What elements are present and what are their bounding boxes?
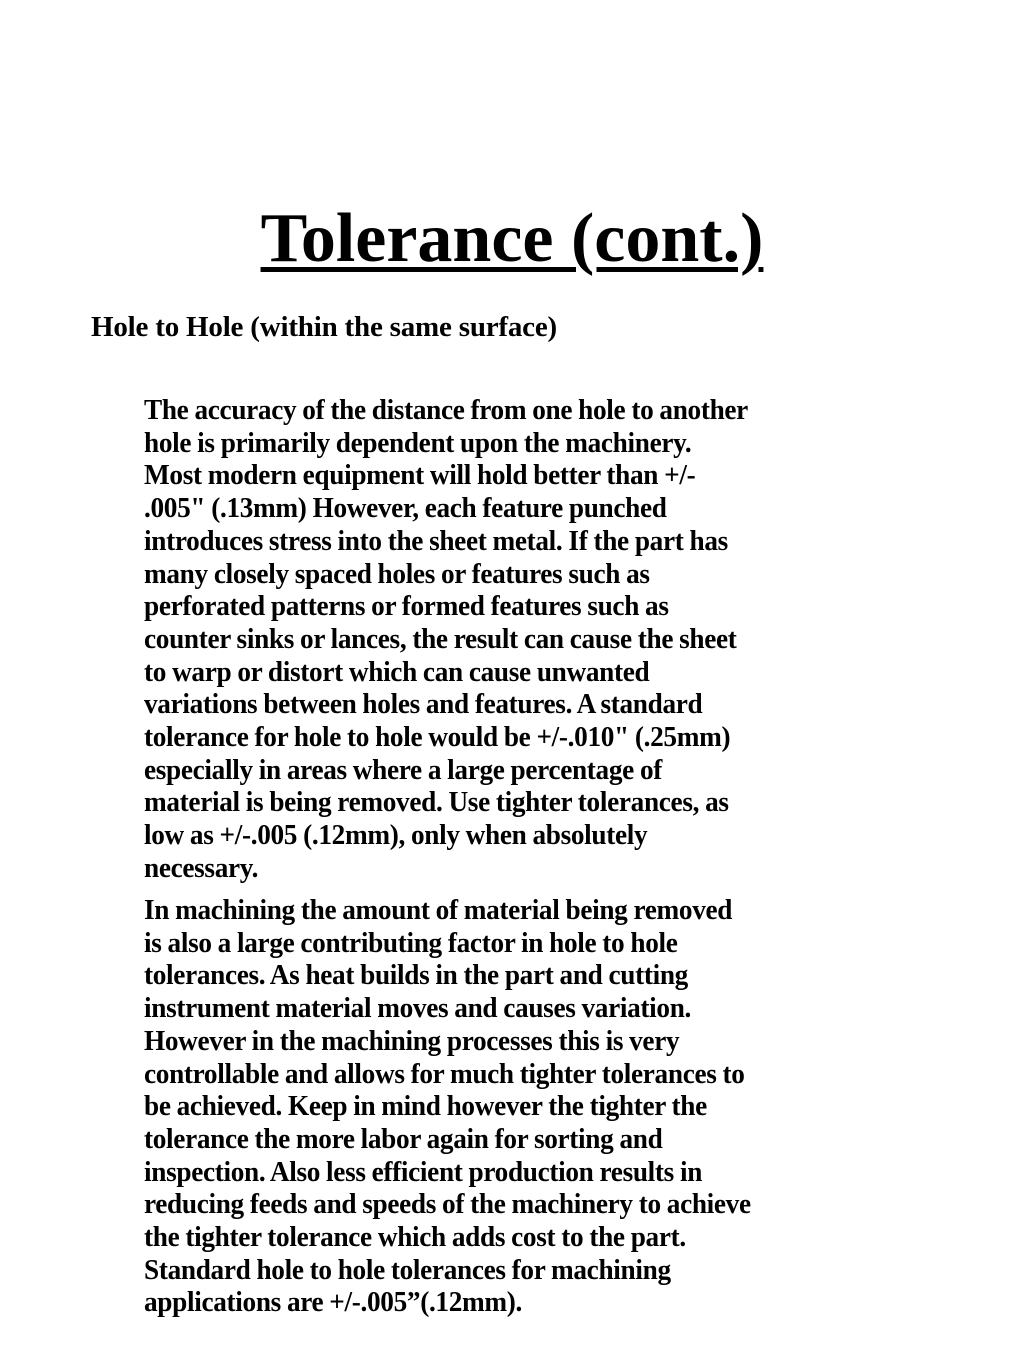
paragraph-line: controllable and allows for much tighter tolerances to xyxy=(144,1057,745,1090)
page-title-text: Tolerance (cont.) xyxy=(260,200,764,277)
paragraph-line: the tighter tolerance which adds cost to the part. xyxy=(144,1221,686,1254)
paragraph-line: many closely spaced holes or features such as xyxy=(144,557,650,590)
paragraph-line: tolerance for hole to hole would be +/-.010" (.25mm) xyxy=(144,721,731,754)
paragraph-line: to warp or distort which can cause unwanted xyxy=(144,655,650,688)
paragraph-line: especially in areas where a large percentage of xyxy=(144,753,662,786)
paragraph-line: reducing feeds and speeds of the machinery to achieve xyxy=(144,1188,751,1221)
paragraph-line: instrument material moves and causes variation. xyxy=(144,992,692,1025)
paragraph-line: tolerance the more labor again for sorting and xyxy=(144,1122,663,1155)
paragraph-line: Most modern equipment will hold better than +/- xyxy=(144,459,696,492)
section-subheading: Hole to Hole (within the same surface) xyxy=(91,311,557,343)
paragraph-line: be achieved. Keep in mind however the tighter the xyxy=(144,1090,707,1123)
paragraph-line: necessary. xyxy=(144,851,259,884)
paragraph-line: applications are +/-.005”(.12mm). xyxy=(144,1286,523,1319)
paragraph-line: variations between holes and features. A standard xyxy=(144,688,703,721)
paragraph-line: counter sinks or lances, the result can cause the sheet xyxy=(144,622,737,655)
paragraph-line: In machining the amount of material being removed xyxy=(144,894,733,926)
paragraph-punching xyxy=(144,394,787,885)
paragraph-line: perforated patterns or formed features such as xyxy=(144,590,669,623)
paragraph-line: However in the machining processes this is very xyxy=(144,1024,680,1057)
paragraph-line: inspection. Also less efficient production results in xyxy=(144,1155,703,1188)
paragraph-line: Standard hole to hole tolerances for machining xyxy=(144,1253,671,1286)
paragraph-line: introduces stress into the sheet metal. If the part has xyxy=(144,524,728,557)
paragraph-machining xyxy=(144,894,789,1319)
paragraph-line: .005" (.13mm) However, each feature punched xyxy=(144,492,667,525)
paragraph-line: The accuracy of the distance from one hole to another xyxy=(144,394,748,426)
paragraph-line: hole is primarily dependent upon the machinery. xyxy=(144,426,692,459)
paragraph-line: material is being removed. Use tighter tolerances, as xyxy=(144,786,729,819)
paragraph-line: tolerances. As heat builds in the part and cutting xyxy=(144,959,688,992)
page-title xyxy=(0,196,1024,282)
paragraph-line: low as +/-.005 (.12mm), only when absolutely xyxy=(144,819,648,852)
paragraph-line: is also a large contributing factor in hole to hole xyxy=(144,926,678,959)
